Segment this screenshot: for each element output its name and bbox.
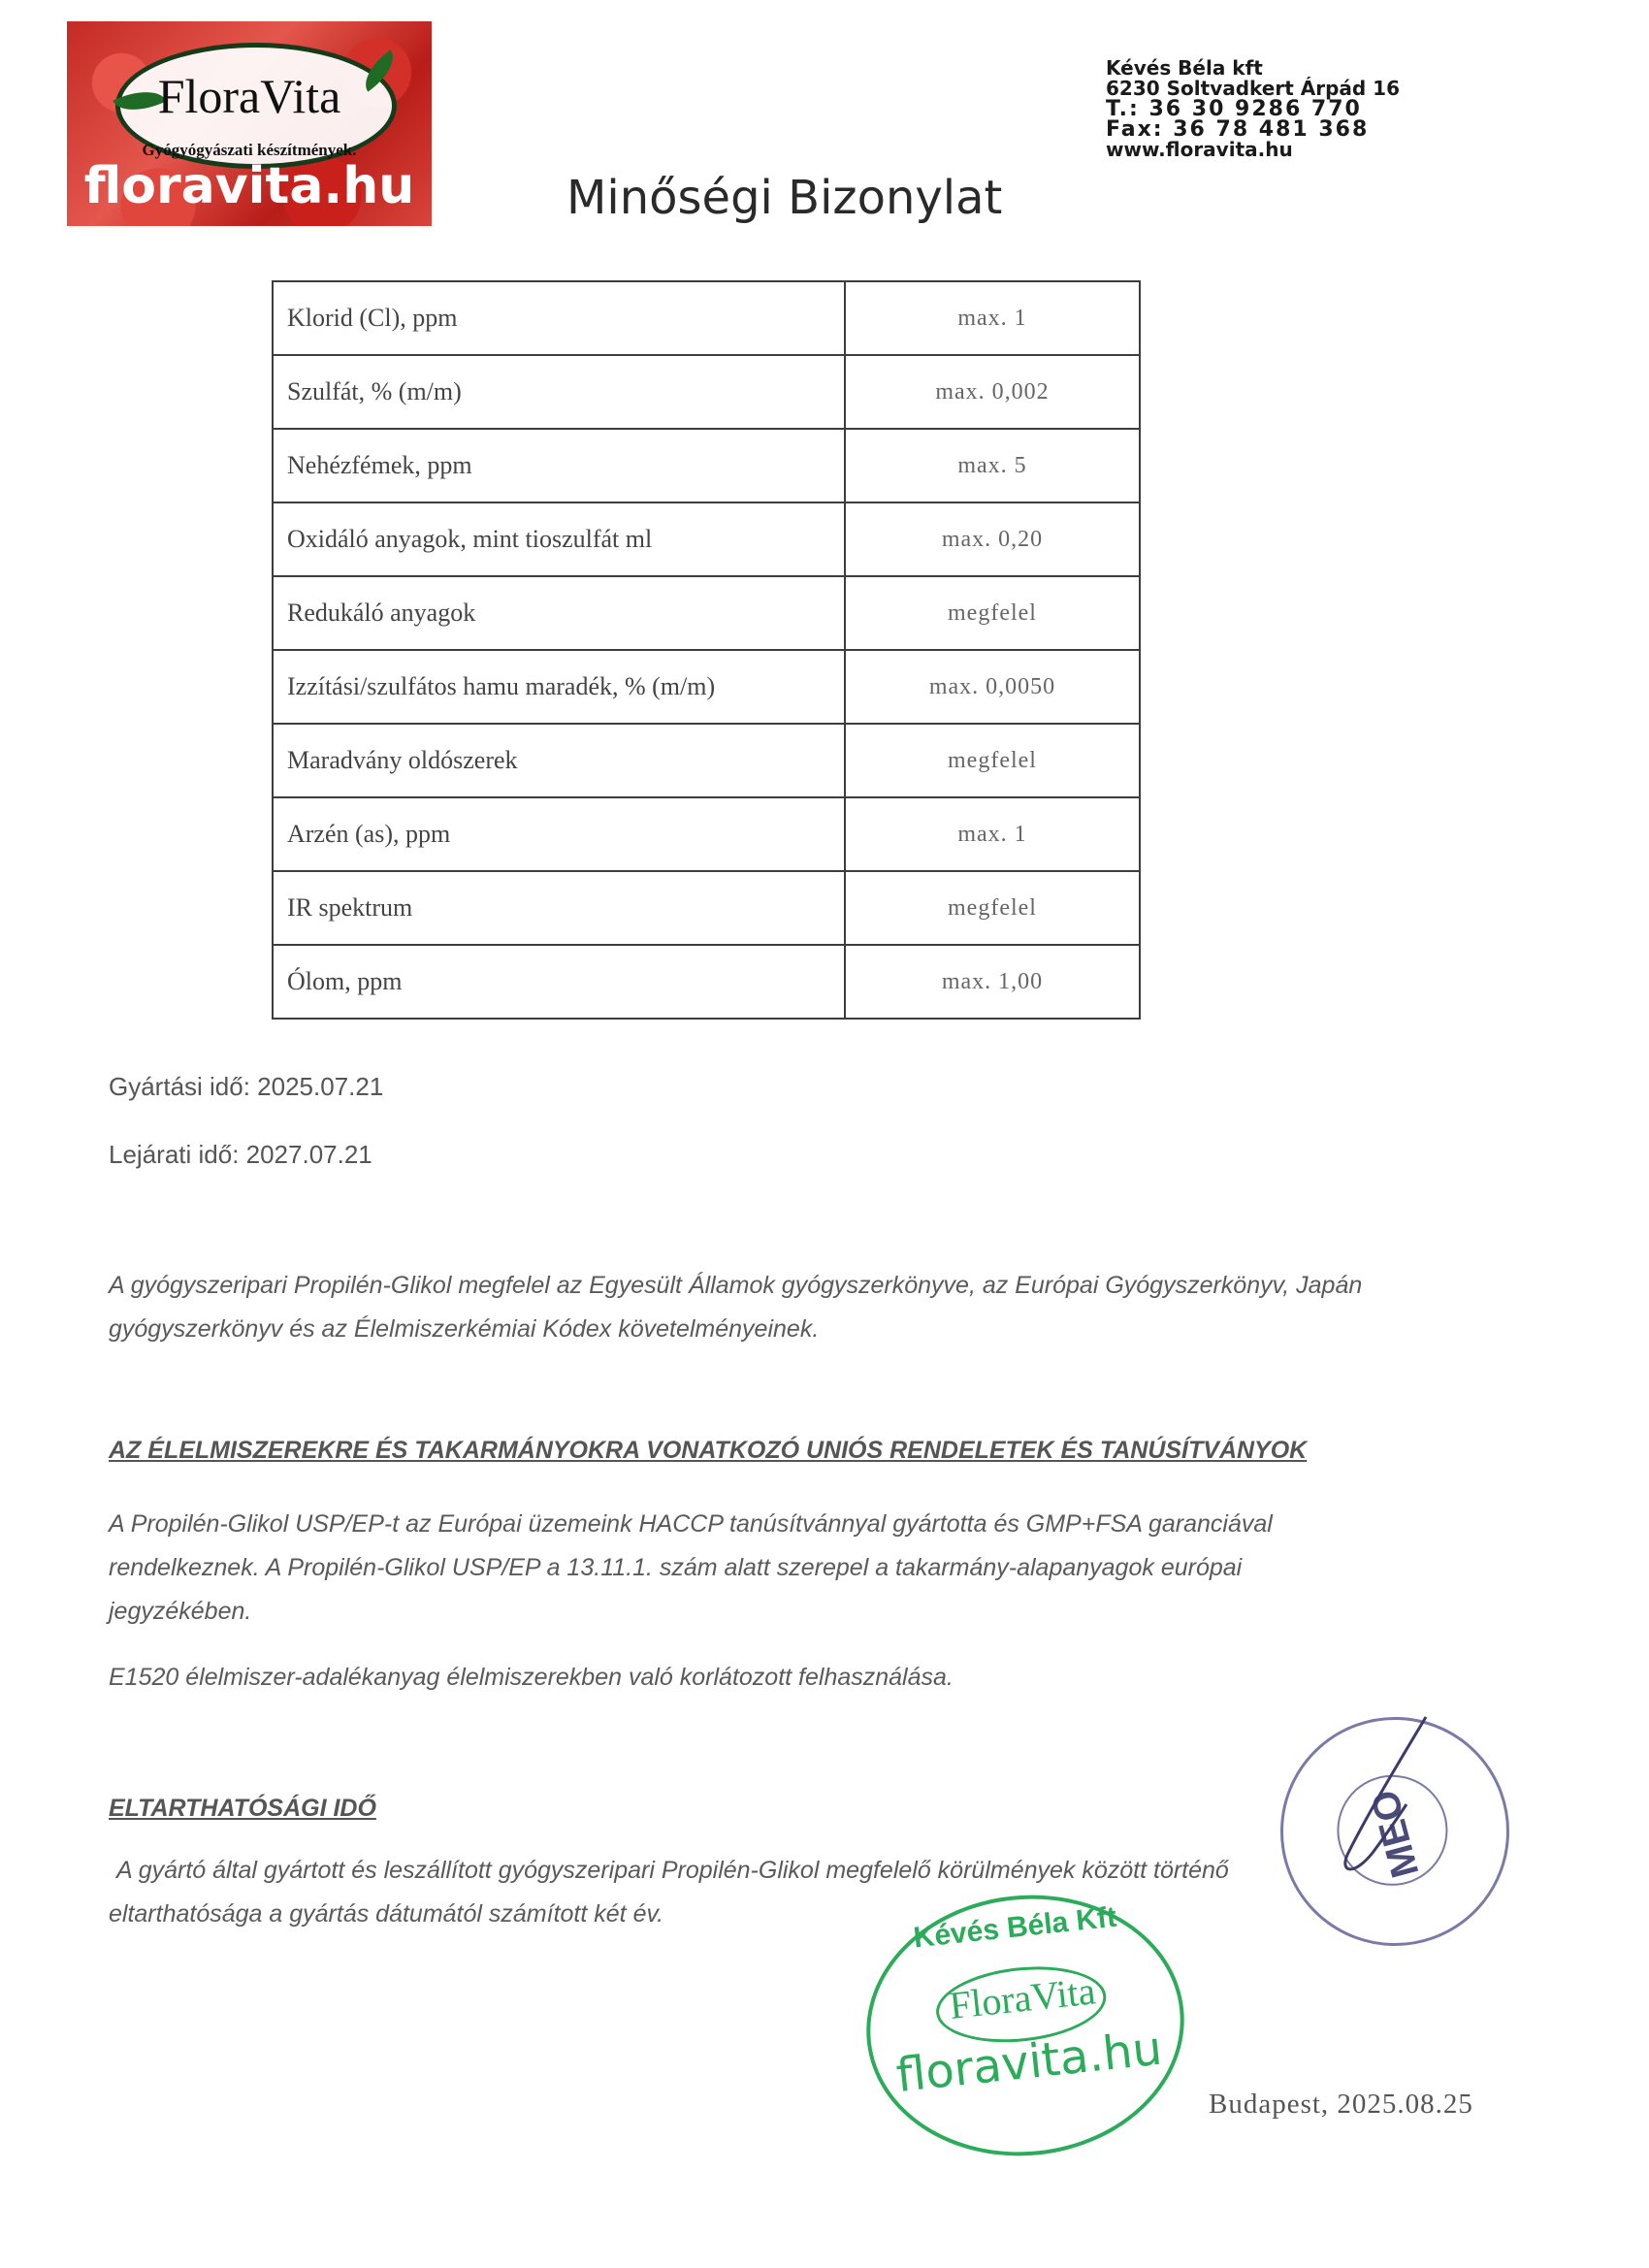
- param-cell: Szulfát, % (m/m): [273, 355, 845, 429]
- logo-brand: FloraVita: [157, 69, 341, 123]
- eu-heading: AZ ÉLELMISZEREKRE ÉS TAKARMÁNYOKRA VONATKOZÓ UNIÓS RENDELETEK ÉS TANÚSÍTVÁNYOK: [109, 1437, 1308, 1464]
- e1520-text: E1520 élelmiszer-adalékanyag élelmiszerekben való korlátozott felhasználása.: [109, 1664, 954, 1691]
- eu-line: rendelkeznek. A Propilén-Glikol USP/EP a 13.11.1. szám alatt szerepel a takarmány-alapanyagok európai: [109, 1554, 1243, 1581]
- company-phone: T.: 36 30 9286 770: [1106, 97, 1362, 121]
- logo-tagline: Gyógyógyászati készítmények.: [142, 141, 357, 159]
- company-name: Kévés Béla kft: [1106, 56, 1263, 80]
- expiry-date: Lejárati idő: 2027.07.21: [109, 1140, 372, 1169]
- company-fax: Fax: 36 78 481 368: [1106, 117, 1370, 142]
- company-logo: [67, 21, 432, 226]
- signature-icon: [1280, 1707, 1455, 1930]
- table-row: [273, 797, 1140, 871]
- spec-table: [272, 280, 1141, 1020]
- place-date: Budapest, 2025.08.25: [1209, 2089, 1473, 2120]
- value-cell: max. 0,002: [845, 355, 1140, 429]
- value-cell: max. 1,00: [845, 945, 1140, 1019]
- eu-line: jegyzékében.: [109, 1598, 252, 1625]
- conformity-line: gyógyszerkönyv és az Élelmiszerkémiai Kódex követelményeinek.: [109, 1315, 820, 1343]
- conformity-line: A gyógyszeripari Propilén-Glikol megfelel az Egyesült Államok gyógyszerkönyve, az Európai Gyógyszerkönyv, Japán: [109, 1272, 1363, 1299]
- param-cell: Redukáló anyagok: [273, 576, 845, 650]
- conformity-text: [109, 1264, 1544, 1351]
- param-cell: Nehézfémek, ppm: [273, 429, 845, 502]
- contact-block: [1106, 58, 1400, 160]
- value-cell: megfelel: [845, 724, 1140, 797]
- value-cell: max. 0,0050: [845, 650, 1140, 724]
- shelf-life-heading: ELTARTHATÓSÁGI IDŐ: [109, 1795, 376, 1822]
- meo-stamp-label: MEO: [1363, 1785, 1428, 1883]
- value-cell: max. 1: [845, 797, 1140, 871]
- stamp-brand: FloraVita: [947, 1968, 1098, 2027]
- stamp-ring-text: Kévés Béla Kft: [912, 1900, 1118, 1955]
- value-cell: max. 0,20: [845, 502, 1140, 576]
- eu-text: [109, 1503, 1544, 1634]
- table-row: [273, 576, 1140, 650]
- company-web: www.floravita.hu: [1106, 138, 1293, 161]
- value-cell: max. 1: [845, 281, 1140, 355]
- table-row: [273, 429, 1140, 502]
- param-cell: Ólom, ppm: [273, 945, 845, 1019]
- company-stamp: [854, 1880, 1197, 2172]
- value-cell: megfelel: [845, 576, 1140, 650]
- logo-url: floravita.hu: [83, 157, 415, 215]
- param-cell: Klorid (Cl), ppm: [273, 281, 845, 355]
- table-row: [273, 871, 1140, 945]
- param-cell: Izzítási/szulfátos hamu maradék, % (m/m): [273, 650, 845, 724]
- shelf-life-line: A gyártó által gyártott és leszállított gyógyszeripari Propilén-Glikol megfelelő körülmények között történő: [116, 1857, 1229, 1884]
- param-cell: Arzén (as), ppm: [273, 797, 845, 871]
- param-cell: Oxidáló anyagok, mint tioszulfát ml: [273, 502, 845, 576]
- eu-line: A Propilén-Glikol USP/EP-t az Európai üzemeink HACCP tanúsítvánnyal gyártotta és GMP+FSA garanciával: [109, 1510, 1273, 1538]
- value-cell: max. 5: [845, 429, 1140, 502]
- document-title: Minőségi Bizonylat: [566, 171, 1003, 225]
- table-row: [273, 945, 1140, 1019]
- table-row: [273, 724, 1140, 797]
- stamp-url: floravita.hu: [893, 2021, 1165, 2104]
- table-row: [273, 650, 1140, 724]
- param-cell: IR spektrum: [273, 871, 845, 945]
- param-cell: Maradvány oldószerek: [273, 724, 845, 797]
- company-address: 6230 Soltvadkert Árpád 16: [1106, 77, 1401, 100]
- table-row: [273, 281, 1140, 355]
- table-row: [273, 502, 1140, 576]
- table-row: [273, 355, 1140, 429]
- shelf-life-line: eltarthatósága a gyártás dátumától számított két év.: [109, 1900, 664, 1928]
- production-date: Gyártási idő: 2025.07.21: [109, 1072, 384, 1101]
- value-cell: megfelel: [845, 871, 1140, 945]
